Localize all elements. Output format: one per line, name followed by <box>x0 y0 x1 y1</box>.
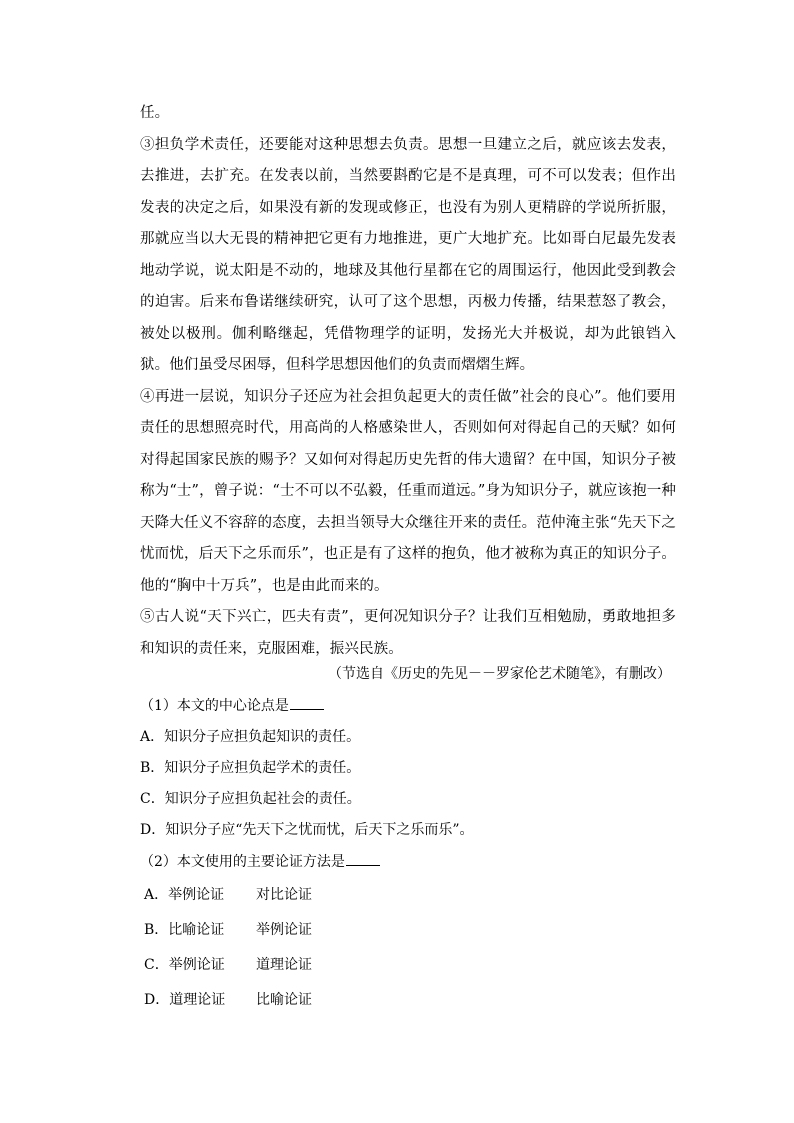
question-2-stem: （2）本文使用的主要论证方法是 <box>140 850 380 874</box>
q2-option-b-method-1: B．比喻论证 <box>144 922 225 938</box>
q2-option-b-method-2: 举例论证 <box>256 922 312 938</box>
passage-paragraphs <box>140 98 676 665</box>
q2-option-c-method-1: C．举例论证 <box>144 957 225 973</box>
source-citation: （节选自《历史的先见－－罗家伦艺术随笔》，有删改） <box>328 666 671 682</box>
q1-option-c[interactable]: C．知识分子应担负起社会的责任。 <box>140 791 361 807</box>
paragraph-4: ④再进一层说，知识分子还应为社会担负起更大的责任做”社会的良心”。他们要用责任的思想照亮时代，用高尚的人格感染世人，否则如何对得起自己的天赋？如何对得起国家民族的赐予？又如何对得起历史先哲的伟大遗留？在中国，知识分子被称为“士”，曾子说：“士不可以不弘毅，任重而道远。”身为知识分子，就应该抱一种天降大任义不容辞的态度，去担当领导大众继往开来的责任。范仲淹主张“先天下之忧而忧，后天下之乐而乐”，也正是有了这样的抱负，他才被称为真正的知识分子。他的“胸中十万兵”，也是由此而来的。 <box>140 388 676 594</box>
q2-option-d-method-2: 比喻论证 <box>256 992 312 1008</box>
q1-option-d[interactable]: D．知识分子应“先天下之忧而忧，后天下之乐而乐”。 <box>140 822 474 838</box>
paragraph-3: ③担负学术责任，还要能对这种思想去负责。思想一旦建立之后，就应该去发表，去推进，去扩充。在发表以前，当然要斟酌它是不是真理，可不可以发表；但作出发表的决定之后，如果没有新的发现或修正，也没有为别人更精辟的学说所折服，那就应当以大无畏的精神把它更有力地推进，更广大地扩充。比如哥白尼最先发表地动学说，说太阳是不动的，地球及其他行星都在它的周围运行，他因此受到教会的迫害。后来布鲁诺继续研究，认可了这个思想，丙极力传播，结果惹怒了教会，被处以极刑。伽利略继起，凭借物理学的证明，发扬光大并极说，却为此锒铛入狱。他们虽受尽困辱，但科学思想因他们的负责而熠熠生辉。 <box>140 136 676 373</box>
q1-option-a[interactable]: A．知识分子应担负起知识的责任。 <box>140 729 361 745</box>
q2-option-a-method-1: A．举例论证 <box>144 887 225 903</box>
answer-blank[interactable] <box>346 851 380 866</box>
paragraph-5: ⑤古人说“天下兴亡，匹夫有责”，更何况知识分子？让我们互相勉励，勇敢地担多和知识的责任来，克服困难，振兴民族。 <box>140 609 676 657</box>
question-1-stem: （1）本文的中心论点是 <box>140 694 324 718</box>
q2-option-c-method-2: 道理论证 <box>256 957 312 973</box>
q1-option-b[interactable]: B．知识分子应担负起学术的责任。 <box>140 760 361 776</box>
answer-blank[interactable] <box>290 695 324 710</box>
q2-option-d-method-1: D．道理论证 <box>144 992 226 1008</box>
paragraph-continuation: 任。 <box>140 105 170 121</box>
q2-option-a-method-2: 对比论证 <box>256 887 312 903</box>
